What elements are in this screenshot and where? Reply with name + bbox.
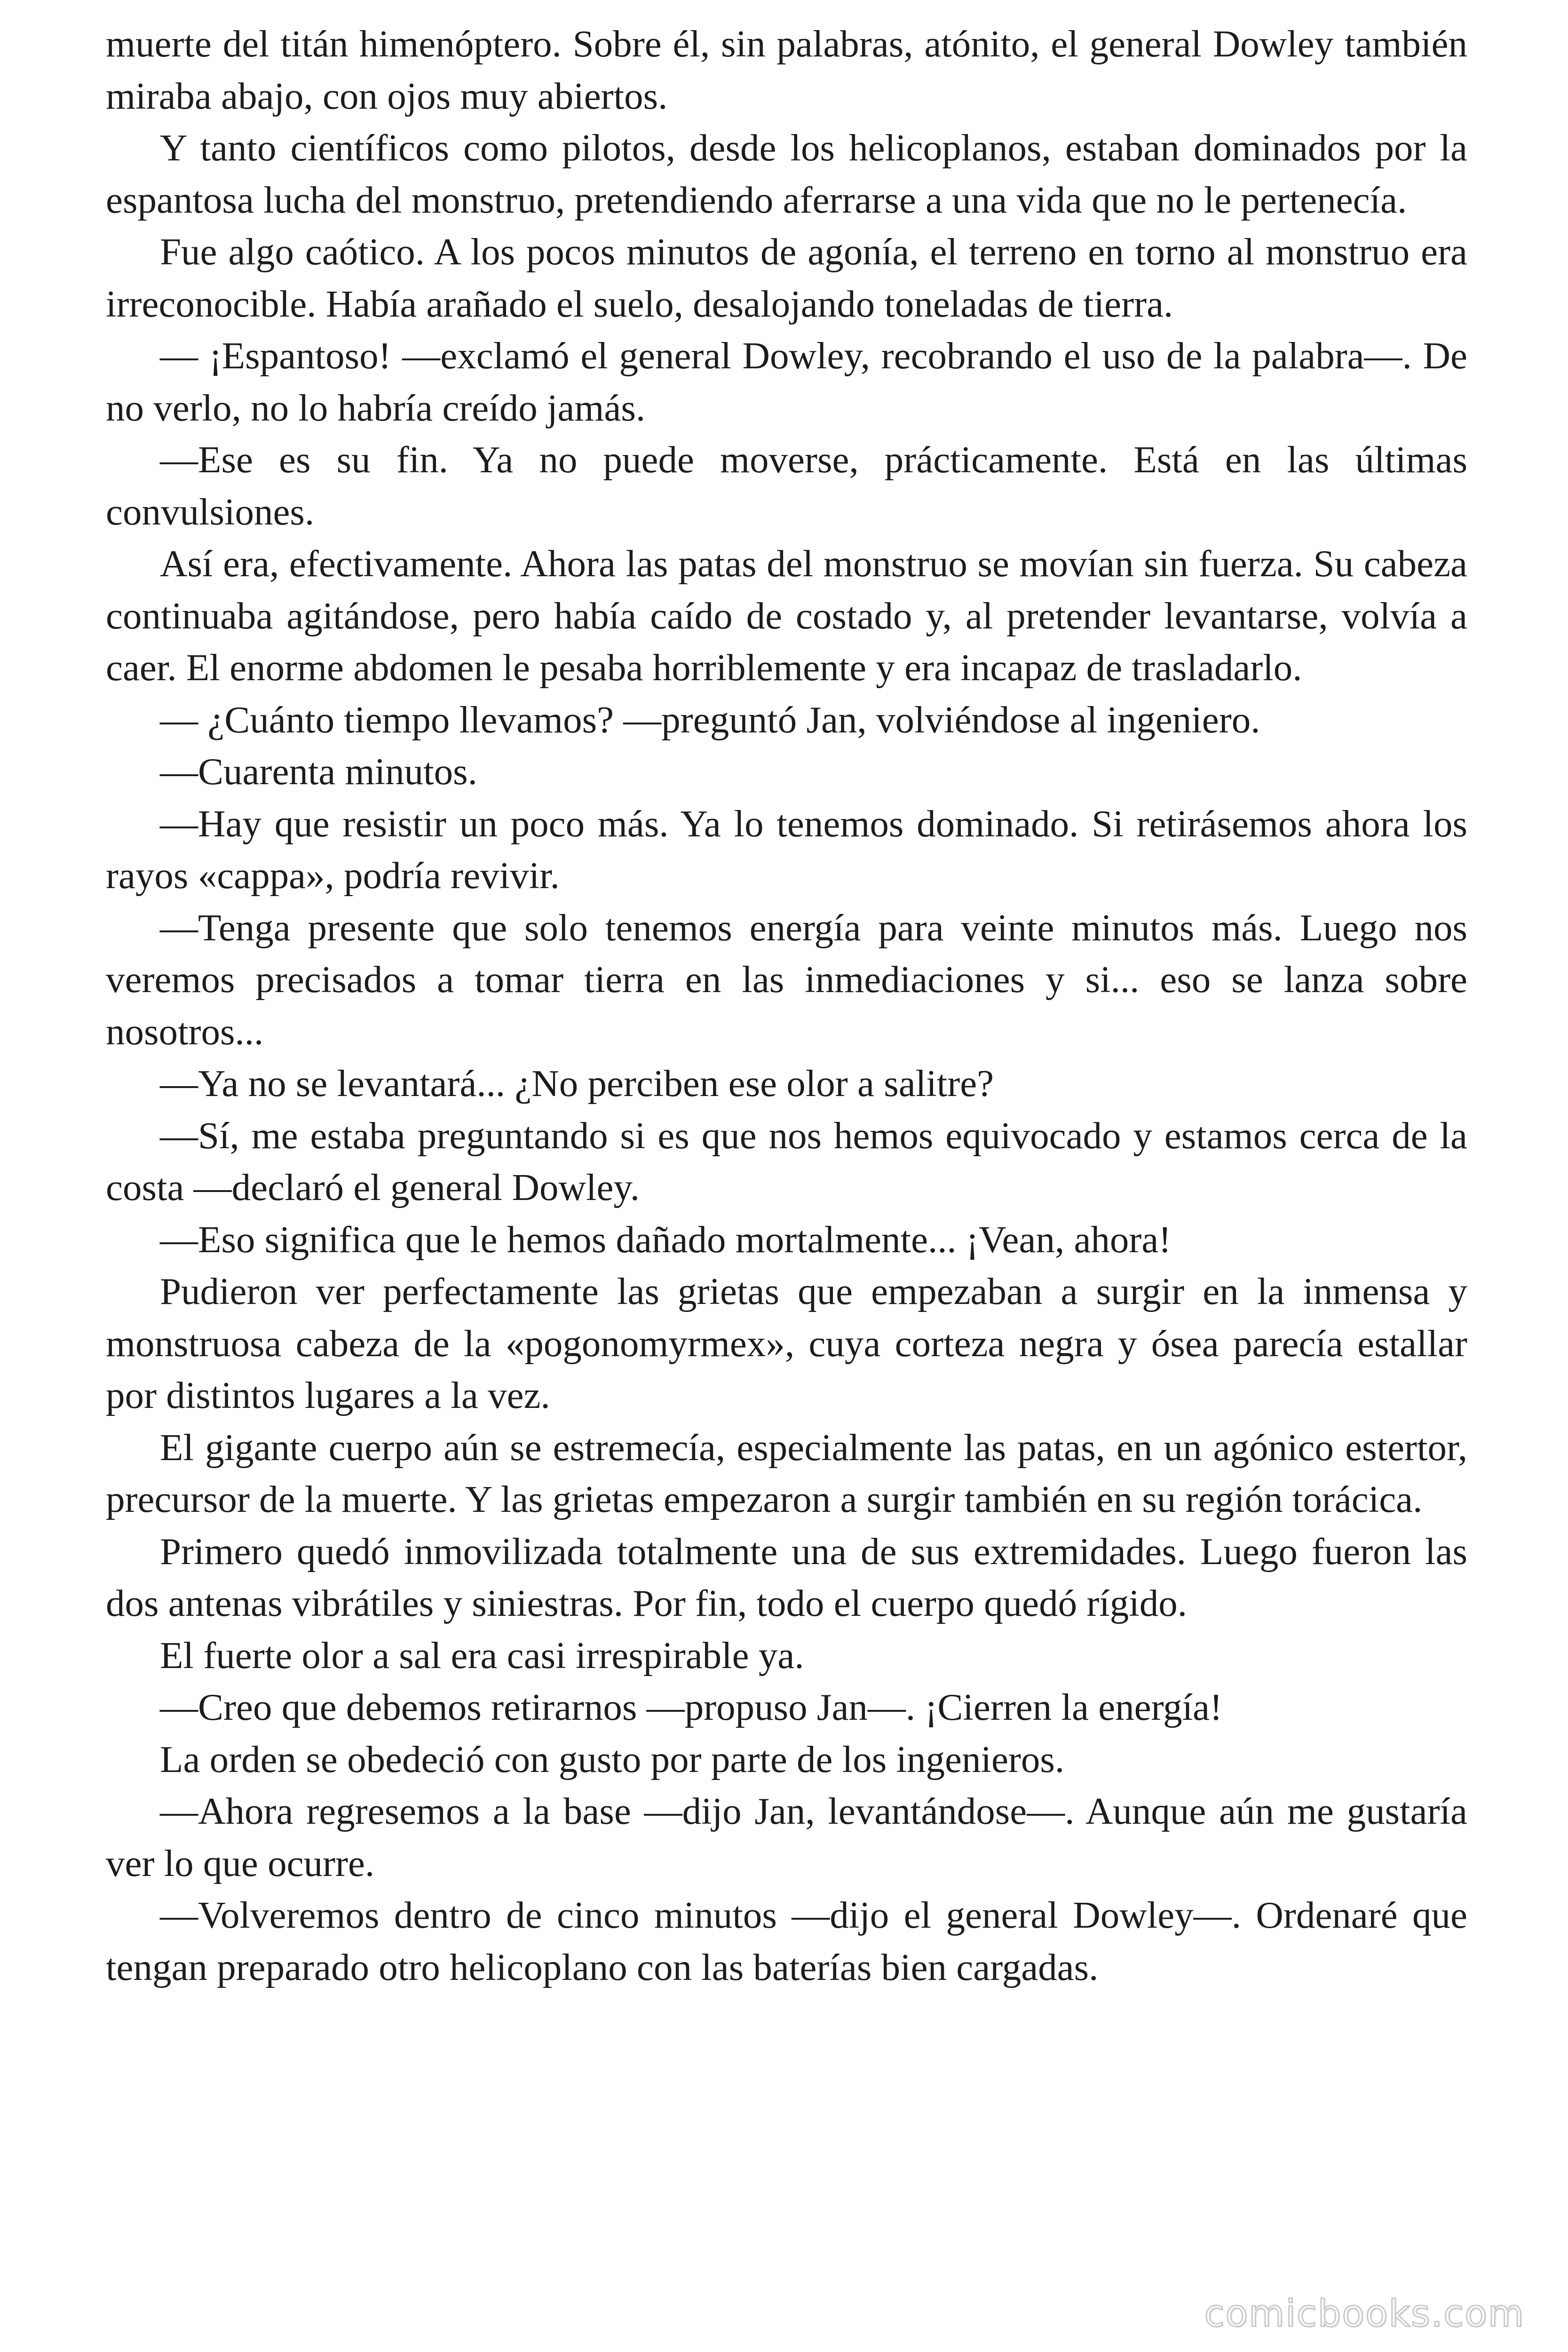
watermark: comicbooks.com (1204, 2293, 1525, 2335)
book-page-text (106, 18, 1467, 1993)
paragraph: Y tanto científicos como pilotos, desde los helicoplanos, estaban dominados por la espantosa lucha del monstruo, pretendiendo aferrarse a una vida que no le pertenecía. (106, 127, 1467, 221)
paragraph: El fuerte olor a sal era casi irrespirable ya. (160, 1634, 804, 1677)
paragraph: —Ahora regresemos a la base —dijo Jan, levantándose—. Aunque aún me gustaría ver lo que ocurre. (106, 1790, 1467, 1884)
paragraph: —Cuarenta minutos. (160, 750, 477, 793)
paragraph: Así era, efectivamente. Ahora las patas del monstruo se movían sin fuerza. Su cabeza continuaba agitándose, pero había caído de costado y, al pretender levantarse, volvía a caer. El enorme abdomen le pesaba horriblemente y era incapaz de trasladarlo. (106, 542, 1467, 689)
paragraph: La orden se obedeció con gusto por parte de los ingenieros. (160, 1738, 1065, 1780)
paragraph: Fue algo caótico. A los pocos minutos de agonía, el terreno en torno al monstruo era irreconocible. Había arañado el suelo, desalojando toneladas de tierra. (106, 230, 1467, 325)
paragraph: —Ese es su fin. Ya no puede moverse, prácticamente. Está en las últimas convulsiones. (106, 438, 1467, 533)
paragraph: —Ya no se levantará... ¿No perciben ese olor a salitre? (160, 1062, 994, 1104)
paragraph: —Hay que resistir un poco más. Ya lo tenemos dominado. Si retirásemos ahora los rayos «cappa», podría revivir. (106, 802, 1467, 897)
paragraph: El gigante cuerpo aún se estremecía, especialmente las patas, en un agónico estertor, precursor de la muerte. Y las grietas empezaron a surgir también en su región torácica. (106, 1426, 1467, 1520)
paragraph: —Creo que debemos retirarnos —propuso Jan—. ¡Cierren la energía! (160, 1686, 1223, 1728)
paragraph: —Sí, me estaba preguntando si es que nos hemos equivocado y estamos cerca de la costa —declaró el general Dowley. (106, 1114, 1467, 1208)
paragraph: —Eso significa que le hemos dañado mortalmente... ¡Vean, ahora! (160, 1218, 1172, 1261)
paragraph: — ¿Cuánto tiempo llevamos? —preguntó Jan, volviéndose al ingeniero. (160, 698, 1260, 741)
paragraph: muerte del titán himenóptero. Sobre él, sin palabras, atónito, el general Dowley también miraba abajo, con ojos muy abiertos. (106, 23, 1467, 117)
paragraph: —Tenga presente que solo tenemos energía para veinte minutos más. Luego nos veremos precisados a tomar tierra en las inmediaciones y si... eso se lanza sobre nosotros... (106, 906, 1467, 1053)
paragraph: Primero quedó inmovilizada totalmente una de sus extremidades. Luego fueron las dos antenas vibrátiles y siniestras. Por fin, todo el cuerpo quedó rígido. (106, 1530, 1467, 1624)
paragraph: —Volveremos dentro de cinco minutos —dijo el general Dowley—. Ordenaré que tengan preparado otro helicoplano con las baterías bien cargadas. (106, 1894, 1467, 1988)
paragraph: Pudieron ver perfectamente las grietas que empezaban a surgir en la inmensa y monstruosa cabeza de la «pogonomyrmex», cuya corteza negra y ósea parecía estallar por distintos lugares a la vez. (106, 1270, 1467, 1416)
paragraph: — ¡Espantoso! —exclamó el general Dowley, recobrando el uso de la palabra—. De no verlo, no lo habría creído jamás. (106, 334, 1467, 429)
